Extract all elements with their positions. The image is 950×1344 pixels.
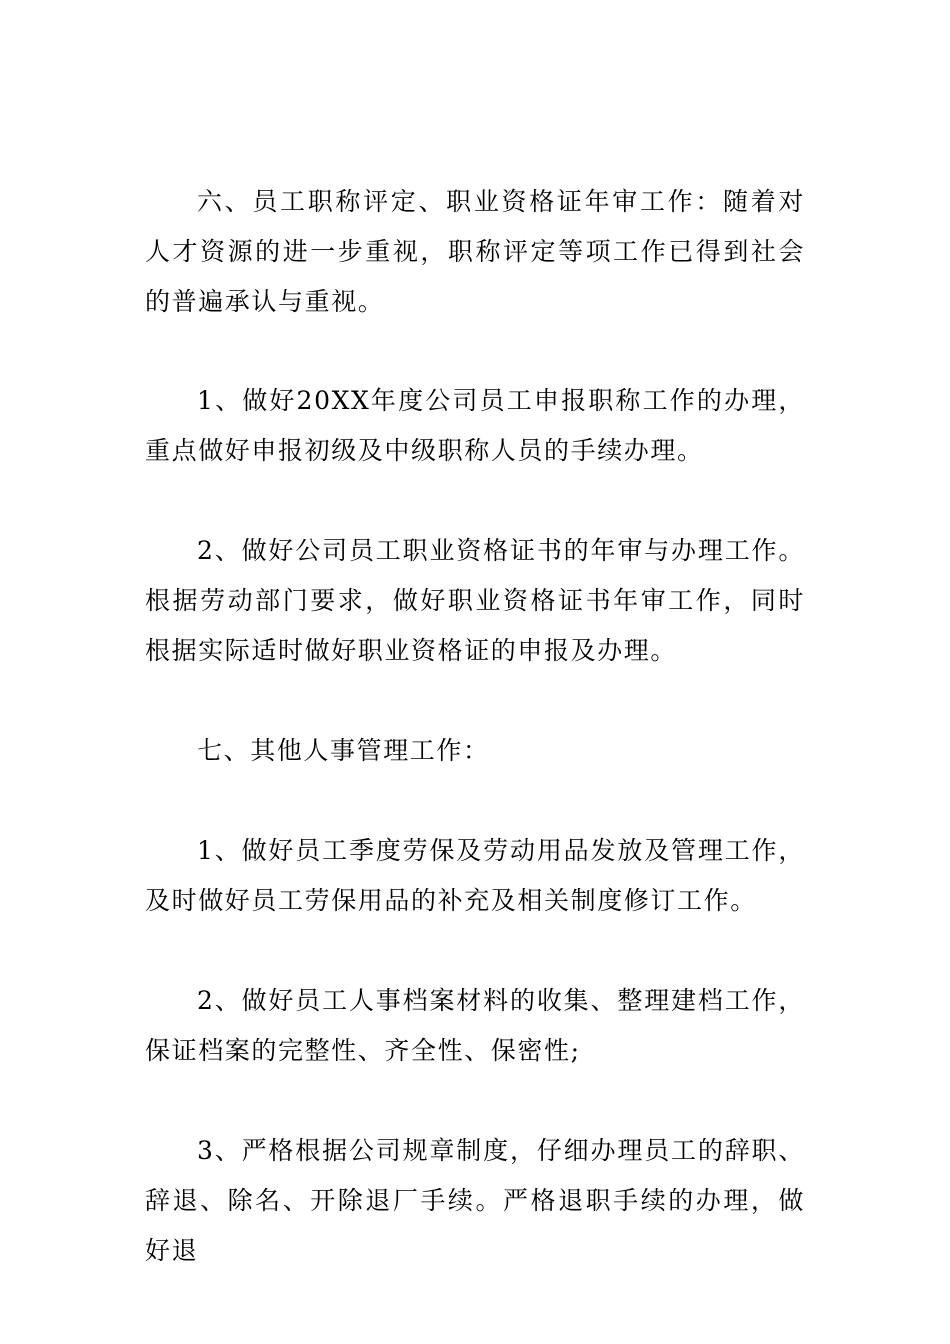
- section-seven-item-3: 3、严格根据公司规章制度，仔细办理员工的辞职、辞退、除名、开除退厂手续。严格退职手续的办理，做好退: [145, 1136, 805, 1265]
- section-six-item-1: 1、做好20XX年度公司员工申报职称工作的办理，重点做好申报初级及中级职称人员的手续办理。: [145, 386, 805, 465]
- section-seven-heading: 七、其他人事管理工作：: [197, 736, 490, 765]
- section-seven-item-2: 2、做好员工人事档案材料的收集、整理建档工作，保证档案的完整性、齐全性、保密性;: [145, 986, 805, 1065]
- section-six-paragraph: 六、员工职称评定、职业资格证年审工作：随着对人才资源的进一步重视，职称评定等项工作已得到社会的普遍承认与重视。: [145, 187, 805, 316]
- section-six-item-2: 2、做好公司员工职业资格证书的年审与办理工作。根据劳动部门要求，做好职业资格证书年审工作，同时根据实际适时做好职业资格证的申报及办理。: [145, 536, 805, 665]
- section-seven-item-1: 1、做好员工季度劳保及劳动用品发放及管理工作，及时做好员工劳保用品的补充及相关制度修订工作。: [145, 836, 805, 915]
